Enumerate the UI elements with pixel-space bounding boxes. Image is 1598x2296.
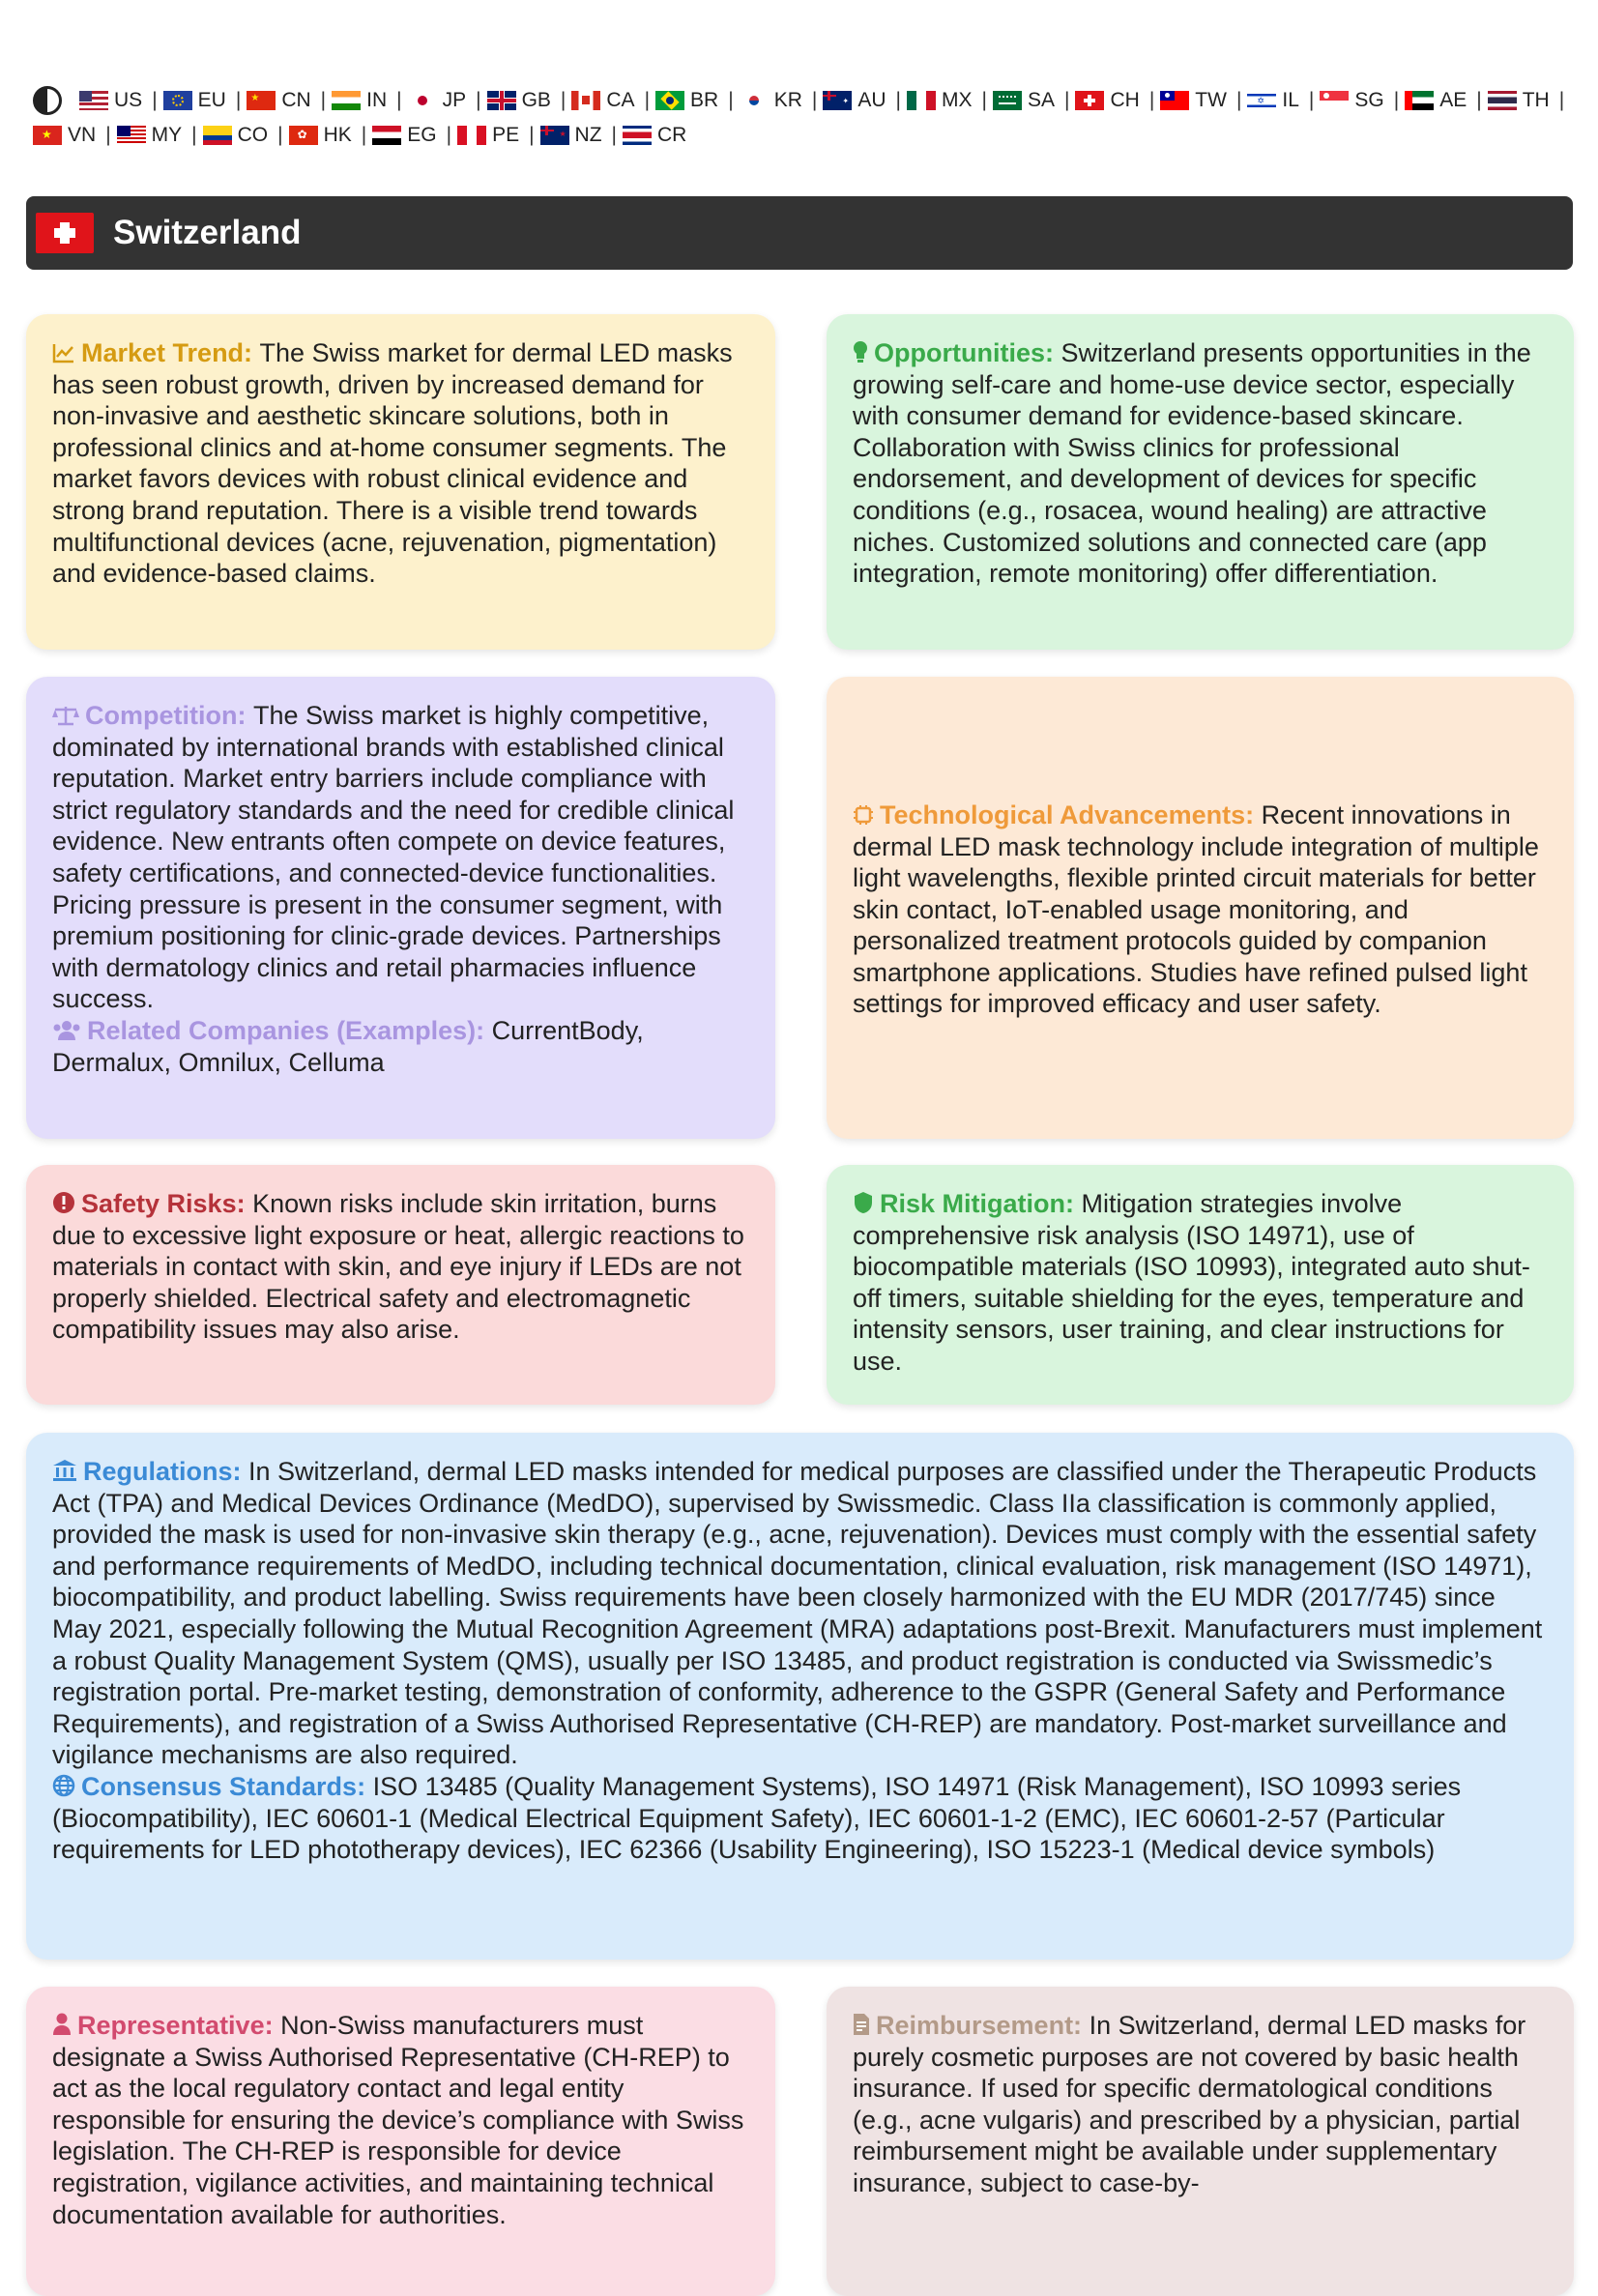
landmark-icon — [52, 1459, 77, 1482]
pe-flag-icon — [457, 126, 486, 145]
companies-label: Related Companies (Examples): — [52, 1016, 492, 1045]
tech-label: Technological Advancements: — [853, 800, 1262, 829]
exclamation-circle-icon — [52, 1191, 75, 1214]
market-trend-card — [26, 314, 775, 650]
user-tie-icon — [52, 2013, 72, 2036]
theme-toggle-icon[interactable] — [33, 86, 62, 115]
country-link-mx[interactable]: MX — [907, 83, 973, 118]
country-link-my[interactable]: MY — [117, 118, 183, 153]
ae-flag-icon — [1405, 91, 1434, 110]
country-link-th[interactable]: TH — [1488, 83, 1550, 118]
country-link-eu[interactable]: EU — [163, 83, 226, 118]
opportunities-text: Switzerland presents opportunities in the growing self-care and home-use device sector, especially with consumer demand for evidence-based skincare. Collaboration with Swiss clinics for professional endorsement, and development of devices for specific conditions (e.g., rosacea, wound healing) are attractive niches. Customized solutions and connected care (app integration, remote monitoring) offer differentiation. — [853, 338, 1531, 589]
companies-text: CurrentBody, Dermalux, Omnilux, Celluma — [52, 1015, 644, 1077]
regulations-card — [26, 1433, 1574, 1960]
country-link-us[interactable]: US — [79, 83, 142, 118]
regulations-text: In Switzerland, dermal LED masks intended for medical purposes are classified under the Therapeutic Products Act (TPA) and Medical Devices Ordinance (MedDO), supervised by Swissmedic. Class IIa classification is commonly applied, provided the mask is used for non-invasive skin therapy (e.g., acne, rejuvenation). Devices must comply with the essential safety and performance requirements of MedDO, including technical documentation, clinical evaluation, risk management (ISO 14971), biocompatibility, and product labelling. Swiss requirements have been closely harmonized with the EU MDR (2017/745) since May 2021, especially following the Mutual Recognition Agreement (MRA) adaptations post-Brexit. Manufacturers must implement a robust Quality Management System (QMS), usually per ISO 13485, and product registration is conducted via Swissmedic’s registration portal. Pre-market testing, demonstration of conformity, adherence to the GSPR (General Safety and Performance Requirements), and registration of a Swiss Authorised Representative (CH-REP) are mandatory. Post-market surveillance and vigilance mechanisms are also required. — [52, 1457, 1543, 1770]
country-link-br[interactable]: BR — [655, 83, 718, 118]
shield-icon — [853, 1191, 874, 1214]
cn-flag-icon: ★ — [247, 91, 276, 110]
competition-text: The Swiss market is highly competitive, dominated by international brands with established clinical reputation. Market entry barriers include compliance with strict regulatory standards and the need for credible clinical evidence. New entrants often compete on device features, safety certifications, and connected-device functionalities. Pricing pressure is present in the consumer segment, with premium positioning for clinic-grade devices. Partnerships with dermatology clinics and retail pharmacies influence success. — [52, 701, 735, 1014]
country-link-nz[interactable]: ★ NZ — [540, 118, 602, 153]
country-link-ca[interactable]: CA — [571, 83, 634, 118]
ca-flag-icon — [571, 91, 600, 110]
chart-line-icon — [52, 342, 75, 363]
ch-flag-icon — [1075, 91, 1104, 110]
il-flag-icon: ✡ — [1247, 91, 1276, 110]
country-link-cr[interactable]: CR — [623, 118, 686, 153]
sg-flag-icon — [1320, 91, 1349, 110]
safety-risks-card — [26, 1165, 775, 1405]
cr-flag-icon — [623, 126, 652, 145]
country-link-vn[interactable]: ★ VN — [33, 118, 96, 153]
risk-mitigation-label: Risk Mitigation: — [853, 1189, 1082, 1218]
globe-icon — [52, 1774, 75, 1797]
country-link-au[interactable]: ✦ AU — [823, 83, 886, 118]
country-nav — [33, 83, 1580, 153]
country-link-sa[interactable]: SA — [993, 83, 1055, 118]
country-link-sg[interactable]: SG — [1320, 83, 1383, 118]
sa-flag-icon — [993, 91, 1022, 110]
my-flag-icon — [117, 126, 146, 145]
market-trend-label: Market Trend: — [52, 338, 260, 367]
representative-label: Representative: — [52, 2011, 280, 2040]
country-link-ae[interactable]: AE — [1405, 83, 1467, 118]
reimbursement-label: Reimbursement: — [853, 2011, 1090, 2040]
safety-risks-label: Safety Risks: — [52, 1189, 252, 1218]
nz-flag-icon: ★ — [540, 126, 569, 145]
competition-label: Competition: — [52, 701, 253, 730]
safety-risks-text: Known risks include skin irritation, burns due to excessive light exposure or heat, allergic reactions to materials in contact with skin, and eye injury if LEDs are not properly shielded. Electrical safety and electromagnetic compatibility issues may also arise. — [52, 1189, 744, 1345]
reimbursement-card — [827, 1987, 1574, 2296]
consensus-standards-label: Consensus Standards: — [52, 1772, 373, 1801]
tech-text: Recent innovations in dermal LED mask technology include integration of multiple light wavelengths, flexible printed circuit materials for better skin contact, IoT-enabled usage monitoring, and personalized treatment protocols guided by companion smartphone applications. Studies have refined pulsed light settings for improved efficacy and user safety. — [853, 799, 1539, 1019]
users-icon — [52, 1020, 81, 1041]
opportunities-card — [827, 314, 1574, 650]
eg-flag-icon — [372, 126, 401, 145]
mx-flag-icon — [907, 91, 936, 110]
country-link-eg[interactable]: EG — [372, 118, 436, 153]
country-link-jp[interactable]: JP — [408, 83, 467, 118]
kr-flag-icon — [740, 91, 769, 110]
au-flag-icon: ✦ — [823, 91, 852, 110]
representative-card — [26, 1987, 775, 2296]
country-link-co[interactable]: CO — [203, 118, 269, 153]
vn-flag-icon: ★ — [33, 126, 62, 145]
co-flag-icon — [203, 126, 232, 145]
country-link-hk[interactable]: ✿ HK — [289, 118, 352, 153]
country-link-il[interactable]: ✡ IL — [1247, 83, 1299, 118]
tech-card — [827, 677, 1574, 1139]
us-flag-icon — [79, 91, 108, 110]
risk-mitigation-card — [827, 1165, 1574, 1405]
country-link-ch[interactable]: CH — [1075, 83, 1139, 118]
tw-flag-icon — [1160, 91, 1189, 110]
representative-text: Non-Swiss manufacturers must designate a Swiss Authorised Representative (CH-REP) to act as the local regulatory contact and legal entity responsible for ensuring the device’s compliance with Swiss legislation. The CH-REP is responsible for device registration, vigilance activities, and maintaining technical documentation available for authorities. — [52, 2011, 744, 2229]
country-link-kr[interactable]: KR — [740, 83, 802, 118]
swiss-flag-icon — [36, 213, 94, 253]
scale-balance-icon — [52, 705, 79, 726]
lightbulb-icon — [853, 340, 868, 363]
reimbursement-text: In Switzerland, dermal LED masks for purely cosmetic purposes are not covered by basic health insurance. If used for specific dermatological conditions (e.g., acne vulgaris) and prescribed by a physician, partial reimbursement might be available under supplementary insurance, subject to case-by- — [853, 2011, 1526, 2197]
competition-card — [26, 677, 775, 1139]
file-invoice-icon — [853, 2013, 870, 2036]
th-flag-icon — [1488, 91, 1517, 110]
country-link-pe[interactable]: PE — [457, 118, 519, 153]
consensus-standards-text: ISO 13485 (Quality Management Systems), ISO 14971 (Risk Management), ISO 10993 series (Biocompatibility), IEC 60601-1 (Medical Electrical Equipment Safety), IEC 60601-1-2 (EMC), IEC 60601-2-57 (Particular requirements for LED phototherapy devices), IEC 62366 (Usability Engineering), ISO 15223-1 (Medical device symbols) — [52, 1771, 1462, 1865]
jp-flag-icon — [408, 91, 437, 110]
risk-mitigation-text: Mitigation strategies involve comprehensive risk analysis (ISO 14971), use of biocompatible materials (ISO 10993), integrated auto shut-off timers, suitable shielding for the eyes, temperature and intensity sensors, user training, and clear instructions for use. — [853, 1189, 1530, 1376]
br-flag-icon — [655, 91, 684, 110]
opportunities-label: Opportunities: — [853, 338, 1060, 367]
country-nav-row-2: ★ VN | MY | CO | ✿ HK | EG | PE | ★ NZ | CR — [33, 118, 1580, 153]
country-nav-row-1: US | EU | ★ CN | IN | JP | GB | CA | BR | KR | ✦ AU | MX | SA | CH | TW | ✡ IL | SG | AE | TH | — [33, 83, 1580, 118]
microchip-icon — [853, 804, 874, 826]
gb-flag-icon — [487, 91, 516, 110]
country-link-tw[interactable]: TW — [1160, 83, 1227, 118]
country-link-in[interactable]: IN — [332, 83, 387, 118]
in-flag-icon — [332, 91, 361, 110]
country-link-gb[interactable]: GB — [487, 83, 551, 118]
country-link-cn[interactable]: ★ CN — [247, 83, 310, 118]
page-title: Switzerland — [113, 214, 302, 251]
regulations-label: Regulations: — [52, 1457, 248, 1486]
hk-flag-icon: ✿ — [289, 126, 318, 145]
country-header — [26, 196, 1573, 270]
eu-flag-icon — [163, 91, 192, 110]
market-trend-text: The Swiss market for dermal LED masks has seen robust growth, driven by increased demand for non-invasive and aesthetic skincare solutions, both in professional clinics and at-home consumer segments. The market favors devices with robust clinical evidence and strong brand reputation. There is a visible trend towards multifunctional devices (acne, rejuvenation, pigmentation) and evidence-based claims. — [52, 338, 733, 589]
